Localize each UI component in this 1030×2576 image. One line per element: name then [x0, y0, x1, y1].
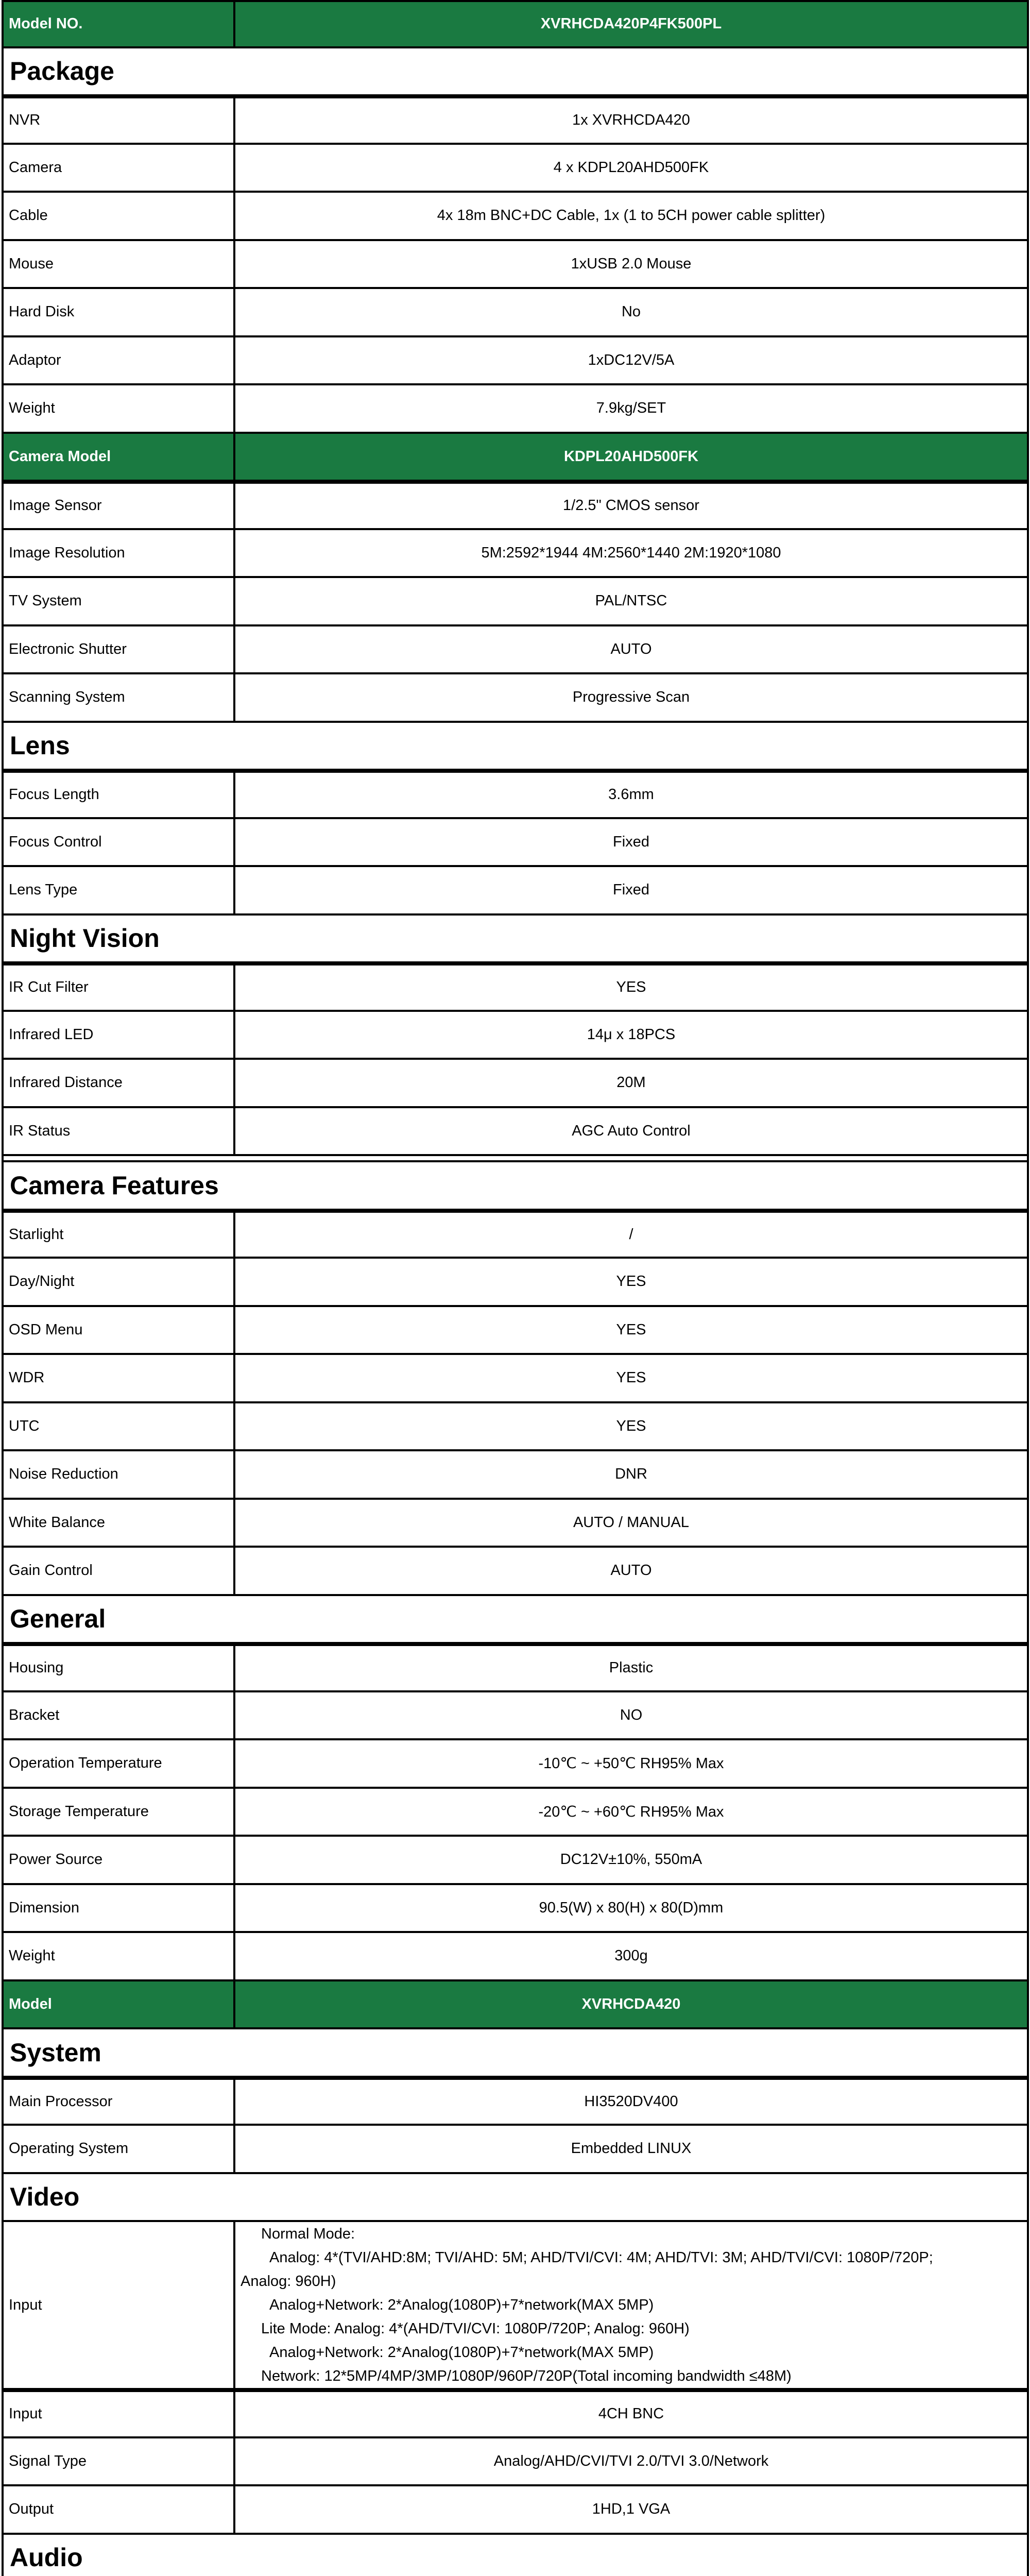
spec-value: 7.9kg/SET	[596, 400, 666, 417]
spec-row	[2, 2438, 1029, 2487]
section-title-video: Video	[10, 2182, 80, 2212]
spec-row	[2, 1403, 1029, 1452]
spec-label: Adaptor	[4, 337, 235, 384]
section-audio	[2, 2535, 1029, 2576]
spec-row	[2, 1355, 1029, 1403]
spec-label: Operation Temperature	[4, 1740, 235, 1787]
spec-value: 1xUSB 2.0 Mouse	[571, 255, 692, 272]
spec-label: IR Status	[4, 1108, 235, 1155]
spec-label: Camera	[4, 145, 235, 191]
spec-value: 1xDC12V/5A	[588, 351, 675, 368]
section-system	[2, 2029, 1029, 2078]
video-input-row	[2, 2222, 1029, 2390]
spec-value: YES	[616, 1273, 646, 1290]
spec-value: 14μ x 18PCS	[587, 1026, 676, 1043]
spec-label: Gain Control	[4, 1548, 235, 1594]
spec-row	[2, 530, 1029, 579]
spec-row	[2, 1060, 1029, 1108]
spec-label: Day/Night	[4, 1259, 235, 1305]
spec-label: Main Processor	[4, 2080, 235, 2124]
model-no-value: XVRHCDA420P4FK500PL	[540, 15, 722, 32]
spec-row	[2, 385, 1029, 434]
spec-value: AUTO / MANUAL	[573, 1514, 690, 1531]
spec-label: Dimension	[4, 1885, 235, 1931]
video-input-line: Analog+Network: 2*Analog(1080P)+7*network(MAX 5MP)	[269, 2297, 654, 2313]
spec-value: 4 x KDPL20AHD500FK	[553, 159, 709, 176]
model-value: XVRHCDA420	[581, 1995, 681, 2012]
spec-row	[2, 1451, 1029, 1500]
spec-value: Embedded LINUX	[571, 2140, 692, 2157]
spec-row	[2, 2486, 1029, 2535]
spec-value: AUTO	[610, 1562, 652, 1579]
spec-row	[2, 2078, 1029, 2126]
spec-label: Focus Control	[4, 819, 235, 866]
spec-row	[2, 1012, 1029, 1060]
spec-label: Weight	[4, 1933, 235, 1979]
section-title-package: Package	[10, 57, 114, 86]
spec-label: Infrared LED	[4, 1012, 235, 1058]
model-no-label: Model NO.	[4, 2, 235, 46]
spec-row	[2, 1740, 1029, 1789]
section-title-general: General	[10, 1604, 106, 1634]
spec-row	[2, 289, 1029, 337]
spec-row	[2, 1211, 1029, 1259]
video-input-lines	[235, 2222, 933, 2388]
video-input-label: Input	[4, 2222, 235, 2388]
spec-row	[2, 2390, 1029, 2438]
spec-row	[2, 1500, 1029, 1548]
spec-value: YES	[616, 1417, 646, 1434]
spec-label: Operating System	[4, 2126, 235, 2172]
spec-label: Infrared Distance	[4, 1060, 235, 1106]
spec-label: Cable	[4, 193, 235, 239]
spec-row	[2, 482, 1029, 530]
spec-value: /	[629, 1226, 633, 1243]
spec-row	[2, 145, 1029, 193]
section-lens	[2, 723, 1029, 771]
spec-label: Lens Type	[4, 867, 235, 913]
spec-label: Hard Disk	[4, 289, 235, 335]
video-input-line: Lite Mode: Analog: 4*(AHD/TVI/CVI: 1080P/720P; Analog: 960H)	[261, 2320, 690, 2337]
section-title-audio: Audio	[10, 2543, 83, 2572]
video-input-line: Network: 12*5MP/4MP/3MP/1080P/960P/720P(Total incoming bandwidth ≤48M)	[261, 2368, 792, 2384]
spec-label: Weight	[4, 385, 235, 432]
spec-label: White Balance	[4, 1500, 235, 1546]
spec-label: Mouse	[4, 241, 235, 287]
section-title-night-vision: Night Vision	[10, 924, 160, 953]
camera-model-value: KDPL20AHD500FK	[563, 448, 699, 465]
section-title-system: System	[10, 2038, 101, 2067]
spec-value: Progressive Scan	[572, 689, 690, 706]
section-video	[2, 2174, 1029, 2223]
general-rows	[2, 1644, 1029, 1981]
spec-value: 3.6mm	[608, 786, 654, 803]
spec-value: 5M:2592*1944 4M:2560*1440 2M:1920*1080	[481, 544, 781, 561]
spec-row	[2, 1837, 1029, 1885]
spec-label: OSD Menu	[4, 1307, 235, 1353]
spec-value: Fixed	[613, 882, 649, 899]
spec-row	[2, 1259, 1029, 1307]
spec-label: Power Source	[4, 1837, 235, 1883]
spec-label: Image Sensor	[4, 484, 235, 528]
spec-row	[2, 578, 1029, 626]
system-rows	[2, 2078, 1029, 2174]
spec-row	[2, 1644, 1029, 1692]
spec-row	[2, 1789, 1029, 1837]
spec-value: Analog/AHD/CVI/TVI 2.0/TVI 3.0/Network	[493, 2452, 769, 2469]
section-title-camera-features: Camera Features	[10, 1171, 219, 1200]
section-package	[2, 48, 1029, 97]
video-rows	[2, 2390, 1029, 2535]
package-rows	[2, 96, 1029, 434]
model-label: Model	[4, 1981, 235, 2028]
spec-row	[2, 1933, 1029, 1981]
spec-value: AUTO	[610, 640, 652, 657]
spec-label: Focus Length	[4, 773, 235, 817]
spec-value: 4x 18m BNC+DC Cable, 1x (1 to 5CH power cable splitter)	[437, 207, 826, 224]
camera-model-label: Camera Model	[4, 434, 235, 480]
spec-value: HI3520DV400	[584, 2093, 678, 2110]
video-input-line: Analog: 960H)	[241, 2273, 336, 2290]
spec-label: Starlight	[4, 1213, 235, 1257]
video-input-line: Analog+Network: 2*Analog(1080P)+7*network(MAX 5MP)	[269, 2344, 654, 2361]
spec-label: Output	[4, 2486, 235, 2533]
spec-label: TV System	[4, 578, 235, 624]
spec-value: 300g	[614, 1947, 648, 1964]
spec-label: Input	[4, 2392, 235, 2436]
spec-value: No	[621, 303, 641, 320]
spec-label: Storage Temperature	[4, 1789, 235, 1835]
spec-row	[2, 193, 1029, 241]
spec-value: NO	[620, 1706, 643, 1723]
video-input-value	[235, 2222, 1027, 2388]
spec-row	[2, 626, 1029, 675]
section-night-vision	[2, 916, 1029, 964]
spec-row	[2, 1307, 1029, 1355]
spec-label: NVR	[4, 98, 235, 143]
video-input-line: Normal Mode:	[261, 2226, 355, 2242]
spec-value: 1x XVRHCDA420	[572, 112, 690, 129]
spec-value: YES	[616, 1321, 646, 1338]
spec-value: Fixed	[613, 833, 649, 850]
spec-value: 20M	[616, 1074, 646, 1091]
spec-row	[2, 1108, 1029, 1157]
spec-label: IR Cut Filter	[4, 965, 235, 1010]
model-no-row	[2, 0, 1029, 48]
section-general	[2, 1596, 1029, 1645]
spec-value: -20℃ ~ +60℃ RH95% Max	[538, 1803, 724, 1820]
spec-value: PAL/NTSC	[595, 592, 667, 609]
section-title-lens: Lens	[10, 731, 70, 760]
spec-row	[2, 96, 1029, 145]
spec-row	[2, 771, 1029, 819]
spec-row	[2, 337, 1029, 386]
model-row	[2, 1981, 1029, 2030]
lens-rows	[2, 771, 1029, 916]
spec-value: DC12V±10%, 550mA	[560, 1851, 702, 1868]
spec-value: 1HD,1 VGA	[592, 2501, 671, 2518]
spec-value: 1/2.5" CMOS sensor	[563, 497, 699, 514]
spec-label: Noise Reduction	[4, 1451, 235, 1498]
camera-model-row	[2, 434, 1029, 482]
spec-value: 4CH BNC	[598, 2405, 664, 2422]
spec-row	[2, 2126, 1029, 2174]
spec-row	[2, 963, 1029, 1012]
spec-row	[2, 241, 1029, 290]
video-input-line: Analog: 4*(TVI/AHD:8M; TVI/AHD: 5M; AHD/TVI/CVI: 4M; AHD/TVI: 3M; AHD/TVI/CVI: 1080P/720P;	[269, 2249, 933, 2266]
camera-features-rows	[2, 1211, 1029, 1596]
spec-label: Signal Type	[4, 2438, 235, 2485]
spec-value: Plastic	[609, 1659, 654, 1676]
spec-row	[2, 1548, 1029, 1596]
spec-label: Housing	[4, 1646, 235, 1690]
divider-gap	[2, 1156, 1029, 1162]
spec-row	[2, 674, 1029, 723]
spec-label: Electronic Shutter	[4, 626, 235, 673]
section-camera-features	[2, 1162, 1029, 1211]
spec-value: DNR	[615, 1466, 647, 1483]
spec-row	[2, 819, 1029, 868]
spec-value: YES	[616, 1369, 646, 1386]
spec-row	[2, 1885, 1029, 1934]
spec-label: Image Resolution	[4, 530, 235, 577]
spec-label: WDR	[4, 1355, 235, 1401]
spec-label: UTC	[4, 1403, 235, 1450]
camera-rows	[2, 482, 1029, 723]
spec-value: 90.5(W) x 80(H) x 80(D)mm	[539, 1899, 724, 1916]
spec-label: Scanning System	[4, 674, 235, 721]
spec-value: -10℃ ~ +50℃ RH95% Max	[538, 1755, 724, 1772]
night-vision-rows	[2, 963, 1029, 1156]
spec-sheet	[2, 0, 1029, 2576]
spec-row	[2, 1692, 1029, 1741]
spec-value: AGC Auto Control	[572, 1122, 691, 1139]
spec-value: YES	[616, 979, 646, 996]
spec-label: Bracket	[4, 1692, 235, 1739]
spec-row	[2, 867, 1029, 916]
